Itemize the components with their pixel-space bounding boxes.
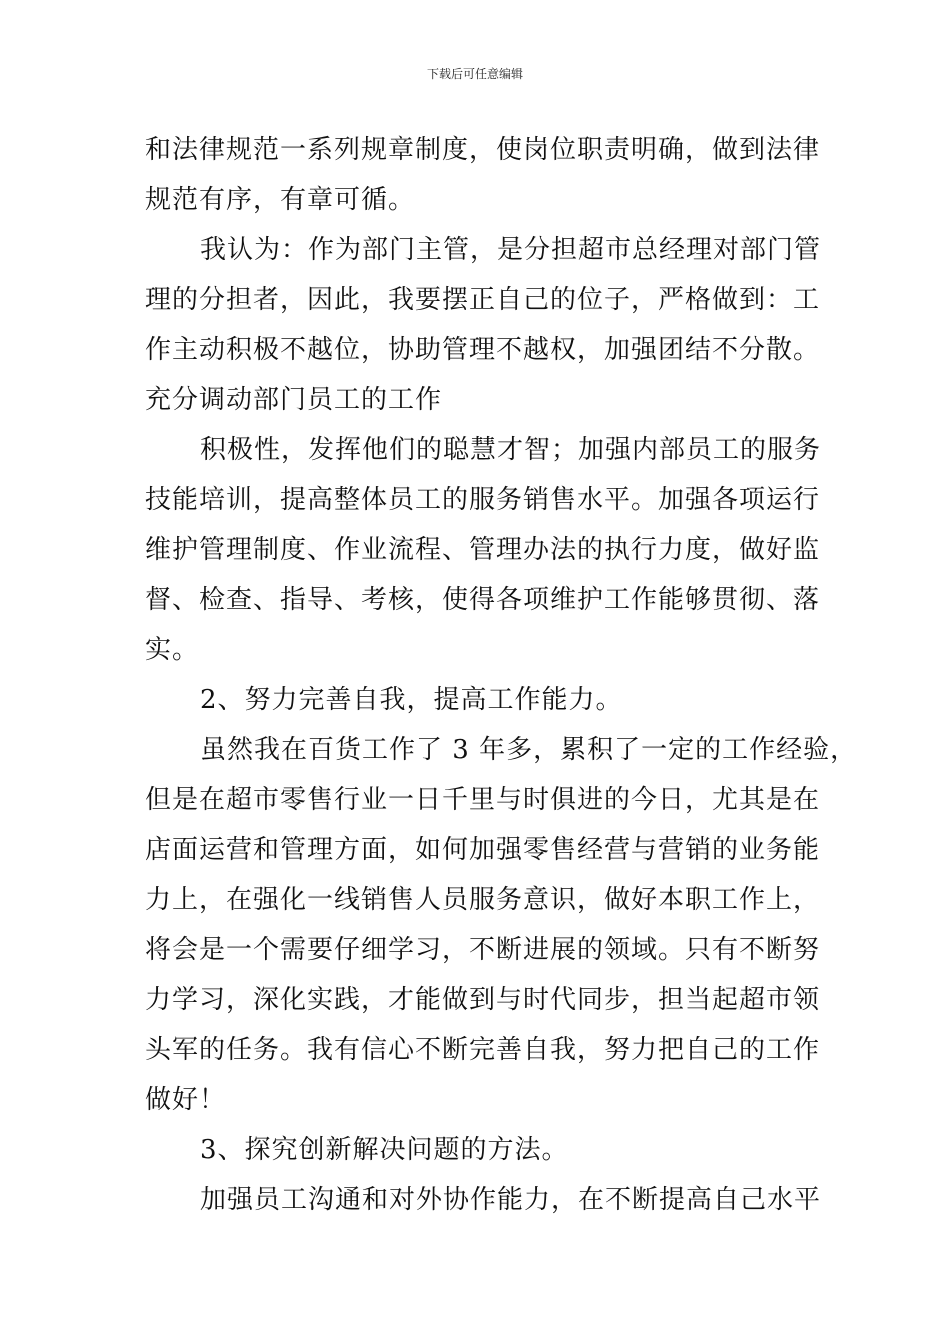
text-line: 虽然我在百货工作了 3 年多，累积了一定的工作经验， [200, 735, 858, 765]
text-line: 头军的任务。我有信心不断完善自我，努力把自己的工作 [145, 1035, 821, 1065]
text-line: 力学习，深化实践，才能做到与时代同步，担当起超市领 [145, 985, 821, 1015]
text-line: 我认为：作为部门主管，是分担超市总经理对部门管 [200, 235, 822, 265]
text-line: 3、探究创新解决问题的方法。 [200, 1135, 569, 1165]
text-line: 规范有序，有章可循。 [145, 185, 416, 215]
text-line: 和法律规范一系列规章制度，使岗位职责明确，做到法律 [145, 135, 821, 165]
text-line: 技能培训，提高整体员工的服务销售水平。加强各项运行 [145, 485, 821, 515]
text-line: 作主动积极不越位，协助管理不越权，加强团结不分散。 [145, 335, 821, 365]
text-line: 督、检查、指导、考核，使得各项维护工作能够贯彻、落 [145, 585, 821, 615]
text-line: 维护管理制度、作业流程、管理办法的执行力度，做好监 [145, 535, 821, 565]
text-line: 理的分担者，因此，我要摆正自己的位子，严格做到：工 [145, 285, 821, 315]
text-line: 积极性，发挥他们的聪慧才智；加强内部员工的服务 [200, 435, 822, 465]
text-line: 2、努力完善自我，提高工作能力。 [200, 685, 623, 715]
text-line: 加强员工沟通和对外协作能力，在不断提高自己水平 [200, 1185, 822, 1215]
page-header: 下载后可任意编辑 [426, 67, 523, 81]
text-line: 充分调动部门员工的工作 [145, 385, 443, 415]
text-line: 店面运营和管理方面，如何加强零售经营与营销的业务能 [145, 835, 821, 865]
text-line: 实。 [145, 635, 200, 665]
text-line: 做好！ [145, 1085, 227, 1115]
text-line: 将会是一个需要仔细学习，不断进展的领域。只有不断努 [145, 935, 821, 965]
text-line: 力上，在强化一线销售人员服务意识，做好本职工作上， [145, 885, 821, 915]
body-text [145, 125, 858, 1225]
text-line: 但是在超市零售行业一日千里与时俱进的今日，尤其是在 [145, 785, 821, 815]
